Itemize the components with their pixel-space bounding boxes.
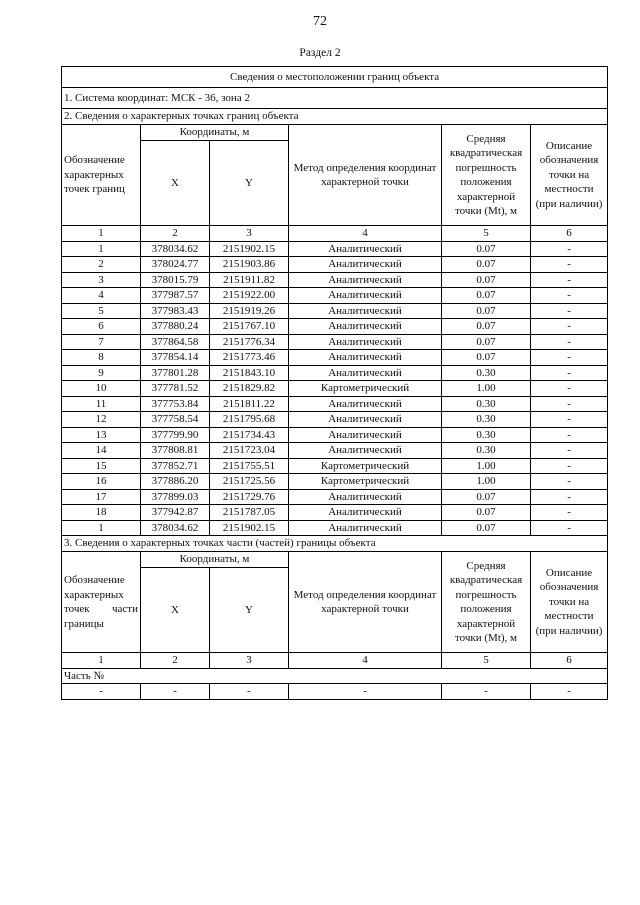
description: -: [531, 288, 608, 304]
coord-x: 378015.79: [141, 272, 210, 288]
point-row: [62, 443, 608, 459]
mt-error: 0.07: [442, 520, 531, 536]
mt-error: 1.00: [442, 458, 531, 474]
description: -: [531, 350, 608, 366]
coord-x: -: [141, 684, 210, 700]
coord-x: 378024.77: [141, 257, 210, 273]
header-error-part: Средняя квадратическая погрешность положения характерной точки (Mt), м: [442, 552, 531, 653]
header-method-part: Метод определения координат характерной точки: [289, 552, 442, 653]
description: -: [531, 303, 608, 319]
point-number: 1: [62, 241, 141, 257]
description: -: [531, 505, 608, 521]
point-number: 10: [62, 381, 141, 397]
mt-error: 0.07: [442, 334, 531, 350]
point-row: [62, 288, 608, 304]
point-row: [62, 257, 608, 273]
col-number: 1: [62, 653, 141, 669]
point-number: 3: [62, 272, 141, 288]
description: -: [531, 684, 608, 700]
point-number: 16: [62, 474, 141, 490]
coord-x: 377852.71: [141, 458, 210, 474]
point-number: 17: [62, 489, 141, 505]
part1-title-row: [62, 109, 608, 125]
method: Картометрический: [289, 381, 442, 397]
description: -: [531, 257, 608, 273]
point-number: 7: [62, 334, 141, 350]
col-number: 6: [531, 226, 608, 242]
method: Аналитический: [289, 272, 442, 288]
col-number: 6: [531, 653, 608, 669]
coord-system-row: [62, 88, 608, 109]
point-row: [62, 350, 608, 366]
description: -: [531, 443, 608, 459]
table-title: Сведения о местоположении границ объекта: [62, 67, 608, 88]
mt-error: 0.07: [442, 288, 531, 304]
coord-x: 377854.14: [141, 350, 210, 366]
coord-y: 2151767.10: [210, 319, 289, 335]
method: Аналитический: [289, 443, 442, 459]
col-number: 4: [289, 653, 442, 669]
point-row: [62, 520, 608, 536]
point-number: 9: [62, 365, 141, 381]
mt-error: 0.07: [442, 257, 531, 273]
table-title-row: [62, 67, 608, 88]
coord-x: 377899.03: [141, 489, 210, 505]
point-row: [62, 365, 608, 381]
point-number: 18: [62, 505, 141, 521]
mt-error: 0.07: [442, 303, 531, 319]
point-row: [62, 489, 608, 505]
coord-system: 1. Система координат: МСК - 36, зона 2: [62, 88, 608, 109]
part2-title: 3. Сведения о характерных точках части (частей) границы объекта: [62, 536, 608, 552]
coord-y: 2151911.82: [210, 272, 289, 288]
coord-x: 377987.57: [141, 288, 210, 304]
method: Аналитический: [289, 334, 442, 350]
point-row: [62, 427, 608, 443]
point-number: 5: [62, 303, 141, 319]
part2-title-row: [62, 536, 608, 552]
col-number: 4: [289, 226, 442, 242]
method: Картометрический: [289, 474, 442, 490]
coord-y: 2151902.15: [210, 520, 289, 536]
point-row: [62, 334, 608, 350]
description: -: [531, 489, 608, 505]
coord-x: 377801.28: [141, 365, 210, 381]
point-number: 12: [62, 412, 141, 428]
coord-y: 2151843.10: [210, 365, 289, 381]
point-number: 14: [62, 443, 141, 459]
coord-y: 2151773.46: [210, 350, 289, 366]
description: -: [531, 396, 608, 412]
coord-y: 2151902.15: [210, 241, 289, 257]
point-row: [62, 505, 608, 521]
header-y: Y: [210, 141, 289, 226]
part2-header-row-1: [62, 552, 608, 568]
description: -: [531, 319, 608, 335]
mt-error: 0.07: [442, 241, 531, 257]
coord-x: 377864.58: [141, 334, 210, 350]
method: -: [289, 684, 442, 700]
method: Аналитический: [289, 288, 442, 304]
coord-x: 377880.24: [141, 319, 210, 335]
part1-header-row-1: [62, 125, 608, 141]
coord-y: 2151776.34: [210, 334, 289, 350]
mt-error: 1.00: [442, 381, 531, 397]
coord-x: 378034.62: [141, 241, 210, 257]
coord-x: 377808.81: [141, 443, 210, 459]
method: Аналитический: [289, 489, 442, 505]
point-number: 8: [62, 350, 141, 366]
mt-error: 0.07: [442, 489, 531, 505]
coord-x: 377886.20: [141, 474, 210, 490]
description: -: [531, 241, 608, 257]
header-designation: Обозначение характерных точек границ: [62, 125, 141, 226]
col-number: 1: [62, 226, 141, 242]
description: -: [531, 474, 608, 490]
point-number: -: [62, 684, 141, 700]
part-label: Часть №: [62, 668, 608, 684]
mt-error: 0.30: [442, 412, 531, 428]
section-title: Раздел 2: [299, 47, 341, 59]
coord-y: -: [210, 684, 289, 700]
col-number: 3: [210, 226, 289, 242]
part2-col-numbers-row: [62, 653, 608, 669]
point-row: [62, 272, 608, 288]
description: -: [531, 458, 608, 474]
point-row: [62, 381, 608, 397]
coord-y: 2151729.76: [210, 489, 289, 505]
header-x-part: X: [141, 568, 210, 653]
header-x: X: [141, 141, 210, 226]
part-label-row: [62, 668, 608, 684]
part1-title: 2. Сведения о характерных точках границ объекта: [62, 109, 608, 125]
coord-y: 2151795.68: [210, 412, 289, 428]
coord-y: 2151922.00: [210, 288, 289, 304]
method: Аналитический: [289, 505, 442, 521]
mt-error: 0.07: [442, 505, 531, 521]
point-row: [62, 319, 608, 335]
point-row: [62, 396, 608, 412]
col-number: 5: [442, 653, 531, 669]
description: -: [531, 520, 608, 536]
method: Аналитический: [289, 412, 442, 428]
method: Аналитический: [289, 427, 442, 443]
header-method: Метод определения координат характерной точки: [289, 125, 442, 226]
method: Аналитический: [289, 365, 442, 381]
coord-x: 377799.90: [141, 427, 210, 443]
mt-error: 0.07: [442, 272, 531, 288]
mt-error: -: [442, 684, 531, 700]
description: -: [531, 427, 608, 443]
coord-x: 377758.54: [141, 412, 210, 428]
header-description: Описание обозначения точки на местности (при наличии): [531, 125, 608, 226]
point-number: 2: [62, 257, 141, 273]
col-number: 2: [141, 653, 210, 669]
coord-x: 377942.87: [141, 505, 210, 521]
coord-y: 2151723.04: [210, 443, 289, 459]
point-number: 13: [62, 427, 141, 443]
coord-x: 377753.84: [141, 396, 210, 412]
coord-y: 2151829.82: [210, 381, 289, 397]
point-row: [62, 412, 608, 428]
method: Аналитический: [289, 303, 442, 319]
description: -: [531, 272, 608, 288]
point-row: [62, 474, 608, 490]
coord-y: 2151734.43: [210, 427, 289, 443]
mt-error: 0.30: [442, 396, 531, 412]
point-row: [62, 458, 608, 474]
coord-y: 2151787.05: [210, 505, 289, 521]
point-number: 15: [62, 458, 141, 474]
mt-error: 0.07: [442, 350, 531, 366]
mt-error: 0.07: [442, 319, 531, 335]
method: Аналитический: [289, 319, 442, 335]
point-number: 1: [62, 520, 141, 536]
header-error: Средняя квадратическая погрешность положения характерной точки (Mt), м: [442, 125, 531, 226]
coord-y: 2151919.26: [210, 303, 289, 319]
part1-col-numbers-row: [62, 226, 608, 242]
col-number: 3: [210, 653, 289, 669]
point-row: [62, 684, 608, 700]
coord-x: 378034.62: [141, 520, 210, 536]
description: -: [531, 334, 608, 350]
header-designation-part: Обозначение характерных точек части границы: [62, 552, 141, 653]
coord-x: 377983.43: [141, 303, 210, 319]
coord-y: 2151903.86: [210, 257, 289, 273]
col-number: 5: [442, 226, 531, 242]
method: Аналитический: [289, 396, 442, 412]
boundary-table: [61, 66, 608, 700]
description: -: [531, 412, 608, 428]
description: -: [531, 381, 608, 397]
method: Аналитический: [289, 520, 442, 536]
coord-y: 2151755.51: [210, 458, 289, 474]
col-number: 2: [141, 226, 210, 242]
coord-y: 2151811.22: [210, 396, 289, 412]
header-coords: Координаты, м: [141, 125, 289, 141]
point-number: 6: [62, 319, 141, 335]
coord-y: 2151725.56: [210, 474, 289, 490]
header-coords-part: Координаты, м: [141, 552, 289, 568]
header-description-part: Описание обозначения точки на местности (при наличии): [531, 552, 608, 653]
point-number: 4: [62, 288, 141, 304]
mt-error: 0.30: [442, 365, 531, 381]
header-y-part: Y: [210, 568, 289, 653]
mt-error: 1.00: [442, 474, 531, 490]
description: -: [531, 365, 608, 381]
point-number: 11: [62, 396, 141, 412]
page-number: 72: [313, 14, 327, 29]
method: Картометрический: [289, 458, 442, 474]
mt-error: 0.30: [442, 443, 531, 459]
point-row: [62, 303, 608, 319]
method: Аналитический: [289, 257, 442, 273]
mt-error: 0.30: [442, 427, 531, 443]
method: Аналитический: [289, 350, 442, 366]
method: Аналитический: [289, 241, 442, 257]
coord-x: 377781.52: [141, 381, 210, 397]
point-row: [62, 241, 608, 257]
